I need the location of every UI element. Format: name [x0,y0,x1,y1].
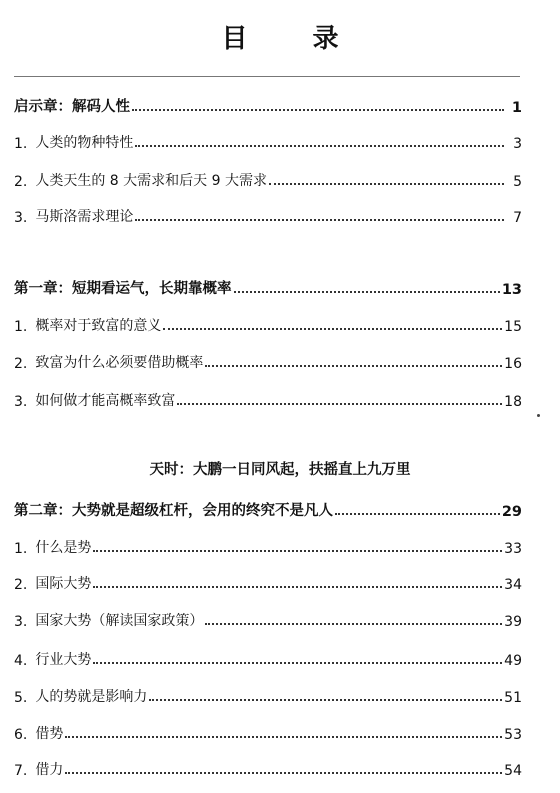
dot-leader [149,698,502,701]
scan-speck [537,414,540,417]
dot-leader [205,622,502,625]
entry-title: 国际大势 [35,576,92,592]
entry-number: 3. [14,394,28,410]
dot-leader [205,364,502,367]
toc-entry[interactable] [14,204,522,226]
dot-leader [135,218,504,221]
entry-number: 6. [14,727,28,743]
dot-leader [65,771,502,774]
toc-entry[interactable] [14,647,522,669]
dot-leader [135,144,504,147]
page-number: 51 [504,690,522,706]
entry-number: 2. [14,174,28,190]
toc-entry[interactable] [14,168,522,190]
page-number: 33 [504,541,522,557]
toc-entry[interactable] [14,571,522,593]
entry-number: 2. [14,577,28,593]
entry-number: 1. [14,541,28,557]
entry-number: 7. [14,763,28,779]
entry-title: 借势 [35,726,64,742]
page-number: 1 [511,100,522,116]
toc-entry[interactable] [14,350,522,372]
entry-number: 1. [14,136,28,152]
page-number: 53 [504,727,522,743]
entry-title: 人的势就是影响力 [35,689,148,705]
entry-title: 概率对于致富的意义 [35,318,162,334]
entry-number: 4. [14,653,28,669]
toc-chapter-entry[interactable] [14,498,522,520]
entry-title: 致富为什么必须要借助概率 [35,355,204,371]
dot-leader [177,402,502,405]
page-title: 目 录 [221,24,367,54]
page-number: 39 [504,614,522,630]
toc-entry[interactable] [14,388,522,410]
entry-number: 2. [14,356,28,372]
chapter-title: 启示章：解码人性 [14,99,130,115]
toc-chapter-entry[interactable] [14,276,522,298]
page-number: 7 [513,210,522,226]
dot-leader [234,290,500,293]
page-number: 5 [513,174,522,190]
toc-entry[interactable] [14,721,522,743]
page-number: 3 [513,136,522,152]
entry-title: 人类天生的 8 大需求和后天 9 大需求 [35,173,267,189]
divider [14,76,520,77]
page-number: 34 [504,577,522,593]
toc-entry[interactable] [14,535,522,557]
page-number: 15 [504,319,522,335]
chapter-title: 第二章：大势就是超级杠杆，会用的终究不是凡人 [14,503,333,519]
page-number: 18 [504,394,522,410]
dot-leader [269,182,504,185]
page-number: 49 [504,653,522,669]
page-number: 54 [504,763,522,779]
page-number: 29 [501,504,522,520]
dot-leader [93,549,502,552]
section-heading: 天时：大鹏一日同风起，扶摇直上九万里 [149,462,411,478]
toc-chapter-entry[interactable] [14,94,522,116]
toc-entry[interactable] [14,313,522,335]
toc-entry[interactable] [14,130,522,152]
entry-number: 5. [14,690,28,706]
toc-entry[interactable] [14,757,522,779]
toc-entry[interactable] [14,684,522,706]
dot-leader [65,735,502,738]
entry-title: 什么是势 [35,540,92,556]
entry-number: 3. [14,210,28,226]
page-number: 13 [501,282,522,298]
entry-title: 如何做才能高概率致富 [35,393,176,409]
dot-leader [93,585,502,588]
dot-leader [335,512,500,515]
entry-title: 国家大势（解读国家政策） [35,613,204,629]
entry-number: 3. [14,614,28,630]
entry-title: 人类的物种特性 [35,135,134,151]
dot-leader [93,661,502,664]
entry-title: 马斯洛需求理论 [35,209,134,225]
dot-leader [163,327,502,330]
dot-leader [132,108,504,111]
chapter-title: 第一章：短期看运气，长期靠概率 [14,281,232,297]
entry-title: 行业大势 [35,652,92,668]
entry-number: 1. [14,319,28,335]
entry-title: 借力 [35,762,64,778]
toc-entry[interactable] [14,608,522,630]
page-number: 16 [504,356,522,372]
